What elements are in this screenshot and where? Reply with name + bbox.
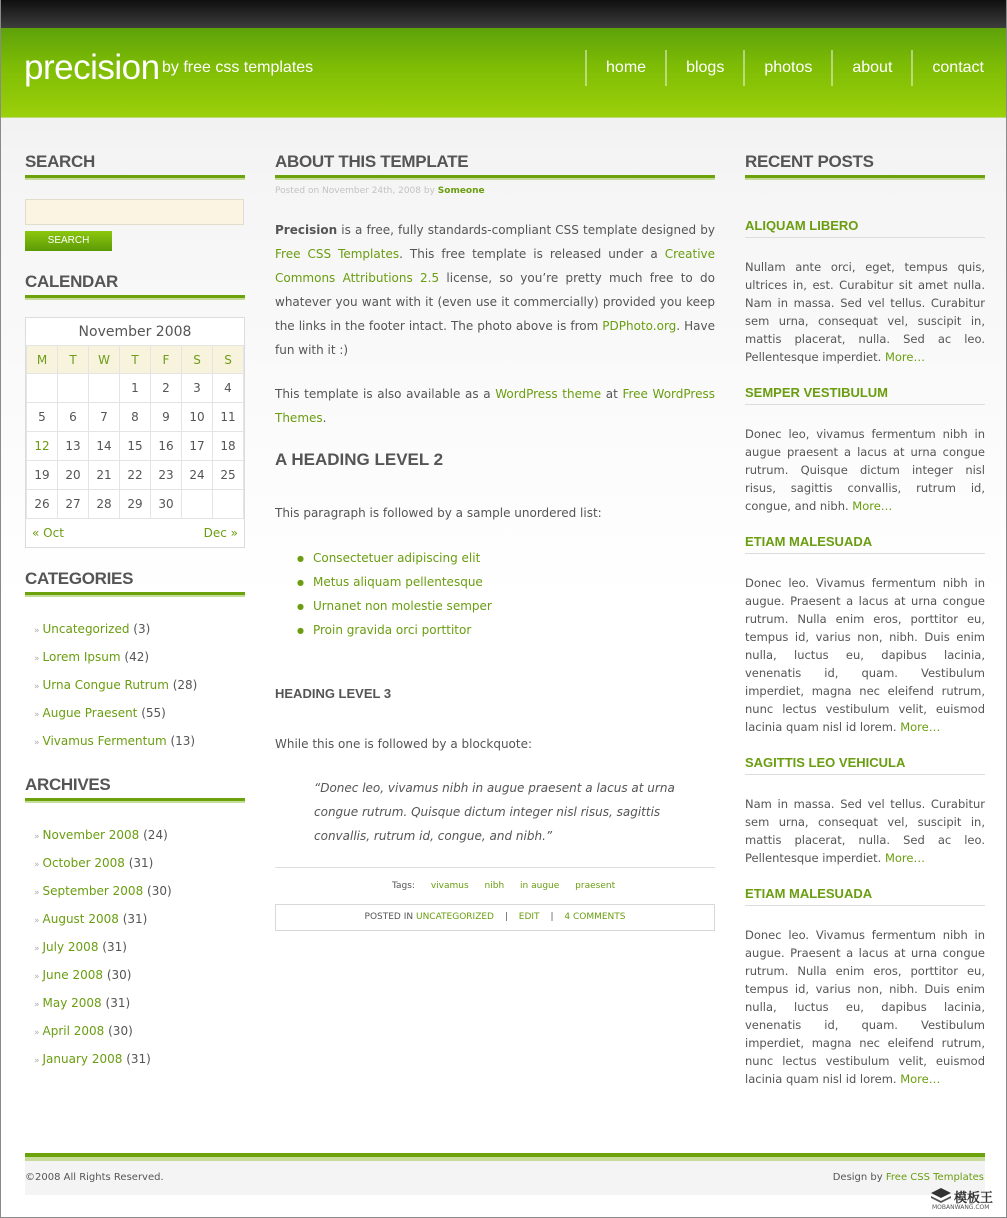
calendar-day: 7 — [89, 403, 120, 432]
credit-prefix: Design by — [832, 1172, 883, 1183]
recent-post-body — [745, 258, 985, 366]
edit-link[interactable]: EDIT — [518, 912, 540, 922]
category-item — [34, 678, 197, 706]
nav-blogs[interactable]: blogs — [665, 50, 743, 86]
archive-count: (31) — [105, 996, 131, 1010]
heading-level-2: A HEADING LEVEL 2 — [275, 450, 444, 469]
archive-link[interactable]: January 2008 — [42, 1052, 123, 1066]
archive-item — [34, 1052, 172, 1080]
calendar-next-link[interactable]: Dec » — [203, 526, 238, 540]
calendar-day: 28 — [89, 490, 120, 519]
post-title[interactable]: ABOUT THIS TEMPLATE — [275, 150, 715, 180]
bullet-arrow-icon: » — [34, 626, 40, 636]
calendar-day: 19 — [27, 461, 58, 490]
bullet-arrow-icon: » — [34, 1056, 40, 1066]
calendar-week — [27, 490, 244, 519]
wp-text-2: at — [601, 387, 623, 401]
category-item — [34, 622, 197, 650]
archive-count: (31) — [122, 912, 148, 926]
tag-link[interactable]: praesent — [575, 881, 616, 891]
calendar-day: 14 — [89, 432, 120, 461]
category-link[interactable]: UNCATEGORIZED — [415, 912, 494, 922]
weekday-label: S — [182, 346, 213, 374]
category-item — [34, 650, 197, 678]
calendar-day: 18 — [213, 432, 244, 461]
bullet-arrow-icon: » — [34, 832, 40, 842]
recent-post-title[interactable]: ETIAM MALESUADA — [745, 534, 985, 554]
archive-item — [34, 912, 172, 940]
watermark — [928, 1187, 998, 1213]
calendar-day: 23 — [151, 461, 182, 490]
archive-item — [34, 828, 172, 856]
recent-posts-heading: RECENT POSTS — [745, 150, 985, 180]
weekday-label: M — [27, 346, 58, 374]
recent-post-body — [745, 926, 985, 1088]
bullet-arrow-icon: » — [34, 1028, 40, 1038]
calendar-day — [213, 490, 244, 519]
archive-link[interactable]: May 2008 — [42, 996, 102, 1010]
archive-link[interactable]: April 2008 — [42, 1024, 105, 1038]
list-item[interactable]: ● Proin gravida orci porttitor — [297, 618, 492, 642]
free-css-templates-link[interactable]: Free CSS Templates — [275, 247, 400, 261]
bullet-arrow-icon: » — [34, 654, 40, 664]
blockquote: “Donec leo, vivamus nibh in augue praesent a lacus at urna congue rutrum. Quisque dictum integer nisl risus, sagittis convallis, rutrum id, congue, and nibh.” — [314, 781, 675, 843]
bullet-arrow-icon: » — [34, 916, 40, 926]
calendar-day: 5 — [27, 403, 58, 432]
wp-text-3: . — [322, 411, 327, 425]
more-link[interactable]: More… — [900, 720, 941, 734]
calendar-weekdays — [27, 346, 244, 374]
watermark-url: MOBANWANG.COM — [932, 1204, 990, 1211]
archive-count: (31) — [128, 856, 154, 870]
site-logo[interactable]: precision — [24, 48, 160, 87]
archive-count: (30) — [147, 884, 172, 898]
category-item — [34, 706, 197, 734]
category-count: (13) — [170, 734, 196, 748]
archive-link[interactable]: June 2008 — [42, 968, 104, 982]
recent-post-title[interactable]: ALIQUAM LIBERO — [745, 218, 985, 238]
category-count: (28) — [172, 678, 198, 692]
recent-post-title[interactable]: SAGITTIS LEO VEHICULA — [745, 755, 985, 775]
calendar-day: 4 — [213, 374, 244, 403]
intro-paragraph — [275, 218, 715, 362]
recent-post-text: Nam in massa. Sed vel tellus. Curabitur sem urna, consequat vel, suscipit in, mattis placerat, nulla. Sed ac leo. Pellentesque imperdiet. — [745, 797, 985, 865]
copyright: ©2008 All Rights Reserved. — [25, 1172, 164, 1183]
calendar-week — [27, 374, 244, 403]
calendar-day: 22 — [120, 461, 151, 490]
archive-count: (31) — [126, 1052, 151, 1066]
calendar-day: 16 — [151, 432, 182, 461]
archive-count: (30) — [108, 1024, 133, 1038]
bullet-arrow-icon: » — [34, 710, 40, 720]
weekday-label: F — [151, 346, 182, 374]
archive-item — [34, 940, 172, 968]
weekday-label: S — [213, 346, 244, 374]
wp-text-1: This template is also available as a — [275, 387, 496, 401]
archive-item — [34, 856, 172, 884]
archive-count: (30) — [106, 968, 132, 982]
bullet-arrow-icon: » — [34, 682, 40, 692]
top-bar — [1, 0, 1006, 28]
weekday-label: W — [89, 346, 120, 374]
calendar-day: 9 — [151, 403, 182, 432]
calendar-day: 29 — [120, 490, 151, 519]
recent-post-body — [745, 425, 985, 515]
watermark-text: 模板王 — [954, 1191, 994, 1206]
archive-count: (24) — [143, 828, 168, 842]
calendar-day: 10 — [182, 403, 213, 432]
free-wordpress-themes-link[interactable]: Free WordPress Themes — [275, 387, 715, 425]
calendar-day: 21 — [89, 461, 120, 490]
archive-item — [34, 884, 172, 912]
calendar-day: 25 — [213, 461, 244, 490]
nav-contact[interactable]: contact — [911, 50, 1006, 86]
calendar-day — [27, 374, 58, 403]
post-date: Posted on November 24th, 2008 by — [275, 186, 435, 196]
calendar-prev-link[interactable]: « Oct — [32, 526, 64, 540]
category-link[interactable]: Augue Praesent — [42, 706, 138, 720]
main-nav — [585, 50, 1006, 86]
intro-text-4: . Have fun with it :) — [275, 319, 715, 357]
weekday-label: T — [58, 346, 89, 374]
category-count: (42) — [124, 650, 150, 664]
site-tagline: by free css templates — [162, 59, 314, 76]
calendar-heading: CALENDAR — [25, 270, 245, 300]
pdphoto-link[interactable]: PDPhoto.org — [602, 319, 677, 333]
intro-text-3: license, so you’re pretty much free to do whatever you want with it (even use it commercially) provided you keep the links in the footer intact. The photo above is from — [275, 271, 715, 333]
calendar-day: 3 — [182, 374, 213, 403]
category-count: (55) — [141, 706, 166, 720]
blockquote-intro: While this one is followed by a blockquote: — [275, 737, 533, 751]
post-footer — [275, 904, 715, 931]
separator: | — [550, 912, 554, 922]
calendar-week — [27, 461, 244, 490]
category-link[interactable]: Urna Congue Rutrum — [42, 678, 169, 692]
header — [1, 28, 1006, 118]
calendar-day: 20 — [58, 461, 89, 490]
archive-link[interactable]: November 2008 — [42, 828, 140, 842]
category-link[interactable]: Lorem Ipsum — [42, 650, 121, 664]
comments-link[interactable]: 4 COMMENTS — [564, 912, 626, 922]
heading-level-3: HEADING LEVEL 3 — [275, 686, 392, 701]
search-input[interactable] — [25, 199, 244, 225]
list-item[interactable]: ● Urnanet non molestie semper — [297, 594, 492, 618]
calendar-day: 8 — [120, 403, 151, 432]
separator: | — [504, 912, 508, 922]
calendar-day — [182, 490, 213, 519]
search-button[interactable]: SEARCH — [25, 231, 112, 251]
more-link[interactable]: More… — [900, 1072, 941, 1086]
bullet-arrow-icon: » — [34, 1000, 40, 1010]
categories-list — [34, 622, 197, 762]
creative-commons-link[interactable]: Creative Commons Attributions 2.5 — [275, 247, 716, 285]
more-link[interactable]: More… — [884, 350, 925, 364]
wordpress-theme-link[interactable]: WordPress theme — [495, 387, 602, 401]
tag-link[interactable]: vivamus — [430, 881, 469, 891]
more-link[interactable]: More… — [852, 499, 893, 513]
tags-label: Tags: — [392, 881, 415, 891]
intro-text-1: is a free, fully standards-compliant CSS template designed by — [337, 223, 715, 237]
calendar-day: 27 — [58, 490, 89, 519]
bullet-arrow-icon: » — [34, 972, 40, 982]
nav-home[interactable]: home — [585, 50, 665, 86]
calendar-day: 15 — [120, 432, 151, 461]
posted-in-label: POSTED IN — [364, 912, 414, 922]
recent-post-body — [745, 574, 985, 736]
sample-list — [297, 546, 492, 642]
wordpress-paragraph — [275, 382, 715, 430]
calendar-nav — [26, 519, 244, 547]
nav-photos[interactable]: photos — [743, 50, 831, 86]
calendar-day — [89, 374, 120, 403]
calendar-day: 1 — [120, 374, 151, 403]
search-heading: SEARCH — [25, 150, 245, 180]
calendar-table — [26, 345, 244, 519]
category-item — [34, 734, 197, 762]
intro-text-2: . This free template is released under a — [399, 247, 665, 261]
category-link[interactable]: Uncategorized — [42, 622, 130, 636]
calendar-caption: November 2008 — [78, 324, 192, 340]
category-count: (3) — [133, 622, 151, 636]
archive-item — [34, 996, 172, 1024]
recent-post-title[interactable]: SEMPER VESTIBULUM — [745, 385, 985, 405]
calendar-day: 13 — [58, 432, 89, 461]
bullet-arrow-icon: » — [34, 738, 40, 748]
recent-post-text: Donec leo, vivamus fermentum nibh in augue praesent a lacus at urna congue rutrum. Quisque dictum integer nisl risus, sagittis convallis, rutrum id, congue, and nibh. — [745, 427, 985, 513]
calendar-day: 2 — [151, 374, 182, 403]
calendar-day — [58, 374, 89, 403]
archive-link[interactable]: August 2008 — [42, 912, 119, 926]
more-link[interactable]: More… — [884, 851, 925, 865]
recent-post-title[interactable]: ETIAM MALESUADA — [745, 886, 985, 906]
tag-link[interactable]: in augue — [520, 881, 560, 891]
calendar — [25, 317, 245, 548]
category-link[interactable]: Vivamus Fermentum — [42, 734, 167, 748]
footer-bar — [25, 1153, 985, 1161]
weekday-label: T — [120, 346, 151, 374]
calendar-day[interactable]: 12 — [27, 432, 58, 461]
archive-link[interactable]: September 2008 — [42, 884, 144, 898]
credit-link[interactable]: Free CSS Templates — [885, 1172, 984, 1183]
bullet-arrow-icon: » — [34, 860, 40, 870]
archive-count: (31) — [102, 940, 127, 954]
list-intro: This paragraph is followed by a sample unordered list: — [275, 506, 602, 520]
categories-heading: CATEGORIES — [25, 567, 245, 597]
recent-post-body — [745, 795, 985, 867]
archive-link[interactable]: July 2008 — [42, 940, 99, 954]
recent-post-text: Donec leo. Vivamus fermentum nibh in augue. Praesent a lacus at urna congue rutrum. Nulla enim eros, porttitor eu, tempus id, varius non, nibh. Duis enim nulla, luctus eu, dapibus lacinia, venenatis id, quam. Vestibulum imperdiet, magna nec eleifend rutrum, nunc lectus vestibulum velit, euismod lacinia quam nisl id lorem. — [745, 928, 985, 1086]
intro-bold: Precision — [275, 223, 338, 237]
archive-link[interactable]: October 2008 — [42, 856, 125, 870]
calendar-week — [27, 432, 244, 461]
bullet-arrow-icon: » — [34, 888, 40, 898]
nav-about[interactable]: about — [831, 50, 911, 86]
calendar-day: 24 — [182, 461, 213, 490]
calendar-week — [27, 403, 244, 432]
recent-post-text: Donec leo. Vivamus fermentum nibh in augue. Praesent a lacus at urna congue rutrum. Nulla enim eros, porttitor eu, tempus id, varius non, nibh. Duis enim nulla, luctus eu, dapibus lacinia, venenatis id, quam. Vestibulum imperdiet, magna nec eleifend rutrum, nunc lectus vestibulum velit, euismod lacinia quam nisl id lorem. — [745, 576, 985, 734]
archive-item — [34, 968, 172, 996]
calendar-day: 11 — [213, 403, 244, 432]
archives-heading: ARCHIVES — [25, 773, 245, 803]
archives-list — [34, 828, 172, 1080]
watermark-logo-icon — [930, 1187, 952, 1205]
calendar-days — [27, 374, 244, 519]
recent-post-text: Nullam ante orci, eget, tempus quis, ultrices in, est. Curabitur sit amet nulla. Nam in massa. Sed vel tellus. Curabitur sem urna, consequat vel, suscipit in, mattis placerat, nulla. Sed ac leo. Pellentesque imperdiet. — [745, 260, 985, 364]
list-item[interactable]: ● Consectetuer adipiscing elit — [297, 546, 492, 570]
tags — [392, 881, 615, 891]
calendar-day: 17 — [182, 432, 213, 461]
calendar-day: 6 — [58, 403, 89, 432]
calendar-day: 26 — [27, 490, 58, 519]
archive-item — [34, 1024, 172, 1052]
tag-link[interactable]: nibh — [484, 881, 505, 891]
list-item[interactable]: ● Metus aliquam pellentesque — [297, 570, 492, 594]
bullet-arrow-icon: » — [34, 944, 40, 954]
design-credit — [833, 1172, 984, 1183]
post-meta — [275, 186, 485, 196]
tags-divider — [275, 867, 715, 868]
post-author[interactable]: Someone — [437, 186, 485, 196]
calendar-day: 30 — [151, 490, 182, 519]
